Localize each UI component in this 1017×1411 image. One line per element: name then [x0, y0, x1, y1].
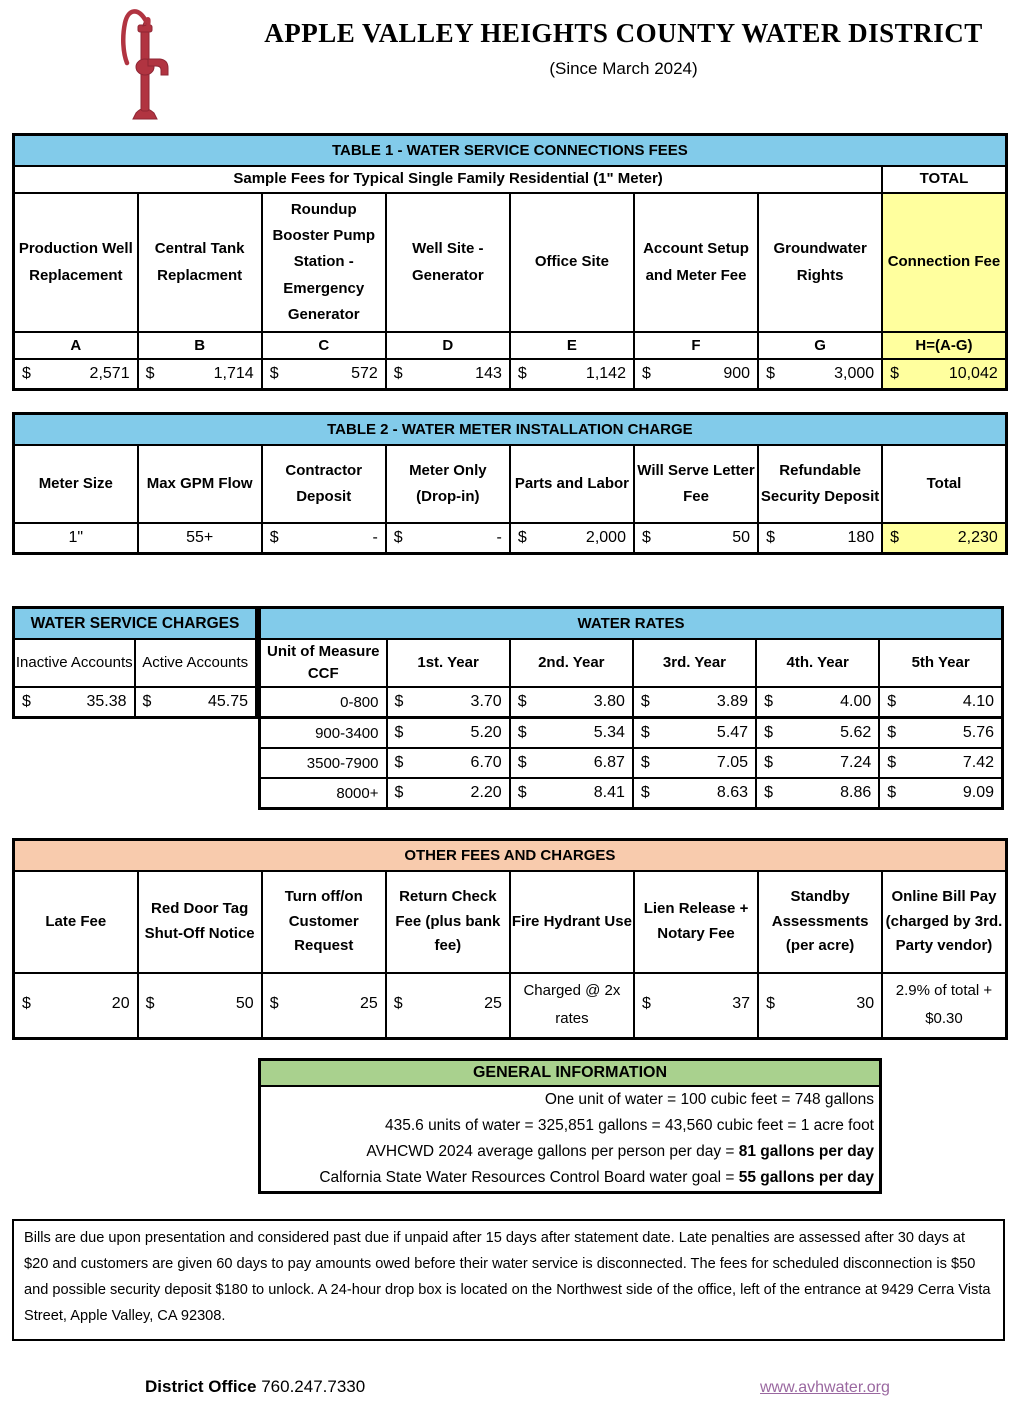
- currency-symbol: $: [766, 529, 775, 546]
- amount: 180: [847, 529, 875, 546]
- fire-hydrant-note: Charged @ 2x rates: [510, 973, 634, 1039]
- water-service-charges-table: [12, 606, 258, 719]
- page-header: [0, 0, 1017, 133]
- amount: -: [496, 529, 502, 546]
- amount: 5.76: [962, 724, 995, 741]
- billing-notes: Bills are due upon presentation and considered past due if unpaid after 15 days after statement date. Late penalties are assessed after 30 days at $20 and customers are given 60 days to pay amounts owed before their water service is disconnected. The fees for scheduled disconnection is $50 and possible security deposit $180 to unlock. A 24-hour drop box is located on the Northwest side of the office, left of the entrance at 9429 Cerra Vista Street, Apple Valley, CA 92308.: [12, 1219, 1005, 1341]
- table2-col-header: Will Serve Letter Fee: [634, 445, 758, 523]
- table1-letter: A: [14, 332, 138, 359]
- table1-letter: B: [138, 332, 262, 359]
- rates-range: 0-800: [260, 687, 387, 718]
- currency-symbol: $: [269, 529, 279, 546]
- currency-symbol: $: [890, 365, 900, 382]
- table1-letter-total: H=(A-G): [882, 332, 1006, 359]
- table2-value-cell: [386, 523, 510, 554]
- page-footer: [0, 1371, 1017, 1411]
- currency-symbol: $: [887, 693, 897, 710]
- table1-col-header: Production Well Replacement: [14, 193, 138, 332]
- other-fees-value-cell: [634, 973, 758, 1039]
- amount: 30: [856, 995, 875, 1012]
- amount: 50: [732, 529, 751, 546]
- rates-value-cell: [756, 778, 879, 809]
- general-info-line: [261, 1139, 879, 1165]
- table1-col-header-connection-fee: Connection Fee: [882, 193, 1006, 332]
- currency-symbol: $: [890, 529, 900, 546]
- water-rates-title: WATER RATES: [260, 608, 1003, 640]
- table1-value-cell: [262, 359, 386, 390]
- currency-symbol: $: [393, 529, 403, 546]
- other-fees-value-cell: [758, 973, 882, 1039]
- amount: 1,142: [585, 365, 626, 382]
- rates-value-cell: [756, 687, 879, 718]
- currency-symbol: $: [22, 365, 31, 382]
- currency-symbol: $: [640, 784, 650, 801]
- currency-symbol: $: [887, 754, 897, 771]
- table2-value-cell: [634, 523, 758, 554]
- amount: 4.10: [962, 693, 995, 710]
- other-fees-col-header: Online Bill Pay (charged by 3rd. Party vendor): [882, 871, 1006, 973]
- currency-symbol: $: [641, 365, 651, 382]
- district-title: APPLE VALLEY HEIGHTS COUNTY WATER DISTRICT: [264, 18, 983, 48]
- other-fees-col-header: Lien Release + Notary Fee: [634, 871, 758, 973]
- table2-value-cell: [262, 523, 386, 554]
- online-bill-pay-note: 2.9% of total + $0.30: [882, 973, 1006, 1039]
- table1-letter: E: [510, 332, 634, 359]
- amount: 2,000: [585, 529, 626, 546]
- info-text: One unit of water = 100 cubic feet = 748 gallons: [544, 1091, 874, 1108]
- amount: 9.09: [962, 784, 995, 801]
- table1-col-header: Well Site - Generator: [386, 193, 510, 332]
- currency-symbol: $: [887, 784, 897, 801]
- rates-value-cell: [387, 718, 510, 749]
- currency-symbol: $: [641, 995, 651, 1012]
- table1-letter: C: [262, 332, 386, 359]
- charges-value-cell: [14, 687, 135, 718]
- amount: 6.70: [470, 754, 502, 771]
- charges-col-header: Inactive Accounts: [14, 639, 135, 687]
- amount: 25: [484, 995, 502, 1012]
- amount: 2.20: [470, 784, 502, 801]
- table1-col-header: Central Tank Replacment: [138, 193, 262, 332]
- amount: 2,571: [89, 365, 130, 382]
- table1-letter: F: [634, 332, 758, 359]
- amount: 2,230: [957, 529, 998, 546]
- district-office-label: District Office: [145, 1376, 257, 1396]
- table2-max-gpm: 55+: [138, 523, 262, 554]
- info-bold: 55 gallons per day: [738, 1169, 874, 1186]
- table1-value-cell: [758, 359, 882, 390]
- table2-col-header: Parts and Labor: [510, 445, 634, 523]
- table1-subtitle: Sample Fees for Typical Single Family Residential (1" Meter): [14, 166, 883, 193]
- charges-and-rates-section: [12, 606, 1017, 810]
- amount: 6.87: [593, 754, 625, 771]
- currency-symbol: $: [393, 995, 403, 1012]
- rates-value-cell: [879, 718, 1002, 749]
- rates-col-header: 3rd. Year: [633, 639, 756, 687]
- amount: 7.24: [840, 754, 872, 771]
- general-info-line: [261, 1087, 879, 1113]
- table1-value-cell: [510, 359, 634, 390]
- rates-range: 900-3400: [260, 718, 387, 749]
- table2-col-header: Meter Only (Drop-in): [386, 445, 510, 523]
- amount: 8.86: [840, 784, 872, 801]
- currency-symbol: $: [764, 784, 773, 801]
- table2-col-header: Meter Size: [14, 445, 138, 523]
- rates-value-cell: [510, 778, 633, 809]
- currency-symbol: $: [269, 365, 279, 382]
- table1-value-cell: [14, 359, 138, 390]
- amount: 4.00: [840, 693, 872, 710]
- currency-symbol: $: [887, 724, 897, 741]
- currency-symbol: $: [394, 724, 404, 741]
- table2-col-header: Max GPM Flow: [138, 445, 262, 523]
- water-pump-logo-icon: [112, 5, 176, 120]
- currency-symbol: $: [517, 365, 527, 382]
- currency-symbol: $: [394, 754, 404, 771]
- rates-col-header: 2nd. Year: [510, 639, 633, 687]
- currency-symbol: $: [145, 995, 155, 1012]
- other-fees-col-header: Red Door Tag Shut-Off Notice: [138, 871, 262, 973]
- info-text: AVHCWD 2024 average gallons per person per day =: [366, 1143, 739, 1160]
- rates-value-cell: [510, 687, 633, 718]
- rates-col-header: Unit of Measure CCF: [260, 639, 387, 687]
- table1-col-header: Account Setup and Meter Fee: [634, 193, 758, 332]
- currency-symbol: $: [764, 724, 773, 741]
- amount: 3,000: [834, 365, 875, 382]
- table2-water-meter-installation: [12, 412, 1008, 555]
- amount: 1,714: [213, 365, 254, 382]
- table1-col-header: Groundwater Rights: [758, 193, 882, 332]
- other-fees-table: [12, 838, 1008, 1040]
- table1-water-service-connections: [12, 133, 1008, 391]
- currency-symbol: $: [764, 693, 773, 710]
- info-text: Calfornia State Water Resources Control Board water goal =: [319, 1169, 739, 1186]
- amount: 25: [359, 995, 378, 1012]
- info-bold: 81 gallons per day: [738, 1143, 874, 1160]
- currency-symbol: $: [145, 365, 155, 382]
- other-fees-value-cell: [262, 973, 386, 1039]
- amount: 8.41: [593, 784, 625, 801]
- amount: 45.75: [207, 693, 248, 710]
- other-fees-col-header: Turn off/on Customer Request: [262, 871, 386, 973]
- rates-range: 8000+: [260, 778, 387, 809]
- amount: 37: [732, 995, 751, 1012]
- currency-symbol: $: [766, 995, 775, 1012]
- table1-col-header: Office Site: [510, 193, 634, 332]
- currency-symbol: $: [766, 365, 775, 382]
- rates-value-cell: [756, 718, 879, 749]
- rates-value-cell: [387, 687, 510, 718]
- amount: 3.70: [470, 693, 502, 710]
- rates-range: 3500-7900: [260, 748, 387, 778]
- amount: 900: [723, 365, 751, 382]
- district-office-contact: [145, 1377, 365, 1397]
- amount: 5.34: [593, 724, 625, 741]
- rates-value-cell: [633, 748, 756, 778]
- table2-col-header: Refundable Security Deposit: [758, 445, 882, 523]
- other-fees-col-header: Late Fee: [14, 871, 138, 973]
- rates-col-header: 1st. Year: [387, 639, 510, 687]
- charges-col-header: Active Accounts: [135, 639, 257, 687]
- rates-value-cell: [387, 748, 510, 778]
- currency-symbol: $: [22, 693, 31, 710]
- other-fees-value-cell: [138, 973, 262, 1039]
- general-info-line: [261, 1113, 879, 1139]
- rates-value-cell: [879, 687, 1002, 718]
- currency-symbol: $: [517, 529, 527, 546]
- rates-value-cell: [387, 778, 510, 809]
- rates-col-header: 5th Year: [879, 639, 1002, 687]
- currency-symbol: $: [517, 754, 527, 771]
- general-information-title: GENERAL INFORMATION: [261, 1061, 879, 1087]
- website-link[interactable]: www.avhwater.org: [760, 1378, 890, 1396]
- currency-symbol: $: [517, 784, 527, 801]
- district-subtitle: (Since March 2024): [549, 59, 698, 78]
- rates-value-cell: [879, 748, 1002, 778]
- currency-symbol: $: [764, 754, 773, 771]
- rates-col-header: 4th. Year: [756, 639, 879, 687]
- table1-value-cell: [634, 359, 758, 390]
- table1-value-cell: [138, 359, 262, 390]
- amount: 5.62: [840, 724, 872, 741]
- rates-value-cell: [633, 718, 756, 749]
- other-fees-col-header: Fire Hydrant Use: [510, 871, 634, 973]
- table1-letter: G: [758, 332, 882, 359]
- table1-total-label: TOTAL: [882, 166, 1006, 193]
- rates-value-cell: [633, 687, 756, 718]
- amount: 50: [235, 995, 254, 1012]
- table2-value-cell: [510, 523, 634, 554]
- rates-value-cell: [510, 748, 633, 778]
- amount: 143: [475, 365, 502, 382]
- other-fees-value-cell: [14, 973, 138, 1039]
- table2-total-value-cell: [882, 523, 1006, 554]
- rates-value-cell: [510, 718, 633, 749]
- table1-total-value-cell: [882, 359, 1006, 390]
- currency-symbol: $: [269, 995, 279, 1012]
- table1-title: TABLE 1 - WATER SERVICE CONNECTIONS FEES: [14, 135, 1007, 167]
- other-fees-col-header: Standby Assessments (per acre): [758, 871, 882, 973]
- rates-value-cell: [756, 748, 879, 778]
- currency-symbol: $: [640, 724, 650, 741]
- other-fees-title: OTHER FEES AND CHARGES: [14, 840, 1007, 872]
- currency-symbol: $: [641, 529, 651, 546]
- currency-symbol: $: [142, 693, 152, 710]
- info-text: 435.6 units of water = 325,851 gallons = 43,560 cubic feet = 1 acre foot: [384, 1117, 874, 1134]
- currency-symbol: $: [640, 754, 650, 771]
- table1-col-header: Roundup Booster Pump Station - Emergency Generator: [262, 193, 386, 332]
- amount: 3.80: [593, 693, 625, 710]
- amount: 35.38: [86, 693, 127, 710]
- amount: 3.89: [716, 693, 749, 710]
- table2-meter-size: 1": [14, 523, 138, 554]
- amount: 7.05: [716, 754, 749, 771]
- charges-value-cell: [135, 687, 257, 718]
- general-info-line: [261, 1165, 879, 1191]
- amount: 20: [111, 995, 130, 1012]
- currency-symbol: $: [517, 693, 527, 710]
- table2-value-cell: [758, 523, 882, 554]
- amount: 10,042: [948, 365, 998, 382]
- district-office-phone: 760.247.7330: [261, 1376, 366, 1396]
- table2-col-header: Contractor Deposit: [262, 445, 386, 523]
- currency-symbol: $: [22, 995, 31, 1012]
- table1-letter: D: [386, 332, 510, 359]
- other-fees-col-header: Return Check Fee (plus bank fee): [386, 871, 510, 973]
- amount: 7.42: [962, 754, 995, 771]
- currency-symbol: $: [640, 693, 650, 710]
- amount: 572: [351, 365, 378, 382]
- currency-symbol: $: [517, 724, 527, 741]
- table2-col-header: Total: [882, 445, 1006, 523]
- amount: -: [372, 529, 378, 546]
- currency-symbol: $: [394, 693, 404, 710]
- water-rates-table: [258, 606, 1004, 810]
- rates-value-cell: [633, 778, 756, 809]
- table1-value-cell: [386, 359, 510, 390]
- amount: 8.63: [716, 784, 749, 801]
- general-information-box: [258, 1058, 882, 1194]
- table2-title: TABLE 2 - WATER METER INSTALLATION CHARGE: [14, 414, 1007, 446]
- other-fees-value-cell: [386, 973, 510, 1039]
- amount: 5.20: [470, 724, 502, 741]
- amount: 5.47: [716, 724, 749, 741]
- rates-value-cell: [879, 778, 1002, 809]
- currency-symbol: $: [393, 365, 403, 382]
- water-service-charges-title: WATER SERVICE CHARGES: [14, 608, 257, 640]
- currency-symbol: $: [394, 784, 404, 801]
